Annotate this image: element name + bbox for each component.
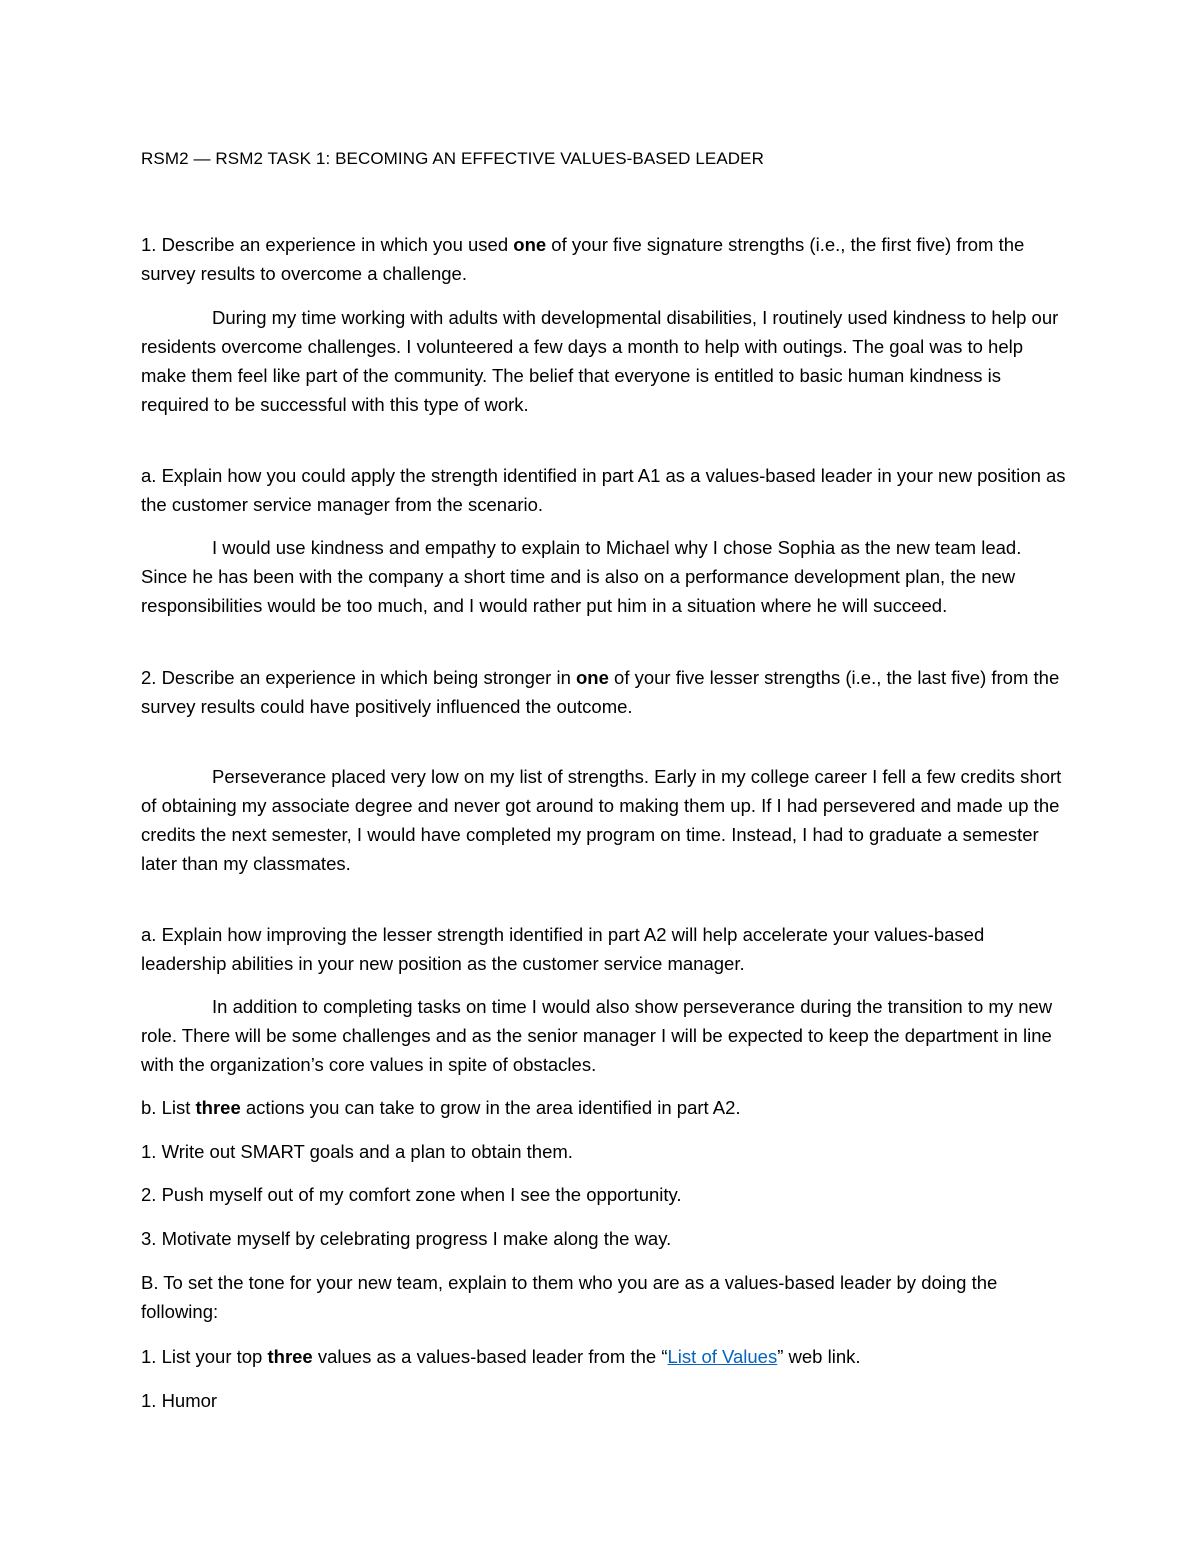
question-b: B. To set the tone for your new team, explain to them who you are as a values-based leader by doing the following: [141,1272,998,1322]
question-b1 [141,1342,1066,1371]
question-text: of your five lesser strengths (i.e., the last five) from the survey results could have positively influenced the outcome. [141,667,1060,717]
question-text: b. List [141,1097,196,1118]
value-item-1: 1. Humor [141,1390,218,1411]
question-text: 1. Describe an experience in which you used [141,234,514,255]
question-text: ” web link. [777,1346,861,1367]
question-text: of your five signature strengths (i.e., the first five) from the survey results to overcome a challenge. [141,234,1025,284]
question-a1 [141,230,1066,288]
question-a2b [141,1093,1066,1122]
answer-a1: During my time working with adults with developmental disabilities, I routinely used kindness to help our residents overcome challenges. I volunteered a few days a month to help with outings. The goal was to help make them feel like part of the community. The belief that everyone is entitled to basic human kindness is required to be successful with this type of work. [141,307,1059,415]
question-emphasis: one [513,234,547,255]
list-of-values-link[interactable]: List of Values [667,1346,778,1367]
question-text: 2. Describe an experience in which being stronger in [141,667,576,688]
question-a2a: a. Explain how improving the lesser strength identified in part A2 will help accelerate your values-based leadership abilities in your new position as the customer service manager. [141,924,985,974]
action-item-3: 3. Motivate myself by celebrating progress I make along the way. [141,1228,672,1249]
question-emphasis: three [195,1097,241,1118]
question-a1a: a. Explain how you could apply the strength identified in part A1 as a values-based leader in your new position as the customer service manager from the scenario. [141,465,1066,515]
answer-a2: Perseverance placed very low on my list of strengths. Early in my college career I fell a few credits short of obtaining my associate degree and never got around to making them up. If I had persevered and made up the credits the next semester, I would have completed my program on time. Instead, I had to graduate a semester later than my classmates. [141,766,1062,874]
question-text: values as a values-based leader from the “ [312,1346,668,1367]
document-title: RSM2 — RSM2 TASK 1: BECOMING AN EFFECTIVE VALUES-BASED LEADER [141,149,764,168]
action-item-1: 1. Write out SMART goals and a plan to obtain them. [141,1141,573,1162]
question-a2 [141,663,1066,721]
answer-a2a: In addition to completing tasks on time I would also show perseverance during the transition to my new role. There will be some challenges and as the senior manager I will be expected to keep the department in line with the organization’s core values in spite of obstacles. [141,996,1053,1075]
question-text: 1. List your top [141,1346,268,1367]
action-item-2: 2. Push myself out of my comfort zone when I see the opportunity. [141,1184,682,1205]
question-emphasis: one [576,667,609,688]
question-text: actions you can take to grow in the area identified in part A2. [240,1097,741,1118]
question-emphasis: three [267,1346,313,1367]
answer-a1a: I would use kindness and empathy to explain to Michael why I chose Sophia as the new team lead. Since he has been with the company a short time and is also on a performance development plan, the new responsibilities would be too much, and I would rather put him in a situation where he will succeed. [141,537,1022,616]
